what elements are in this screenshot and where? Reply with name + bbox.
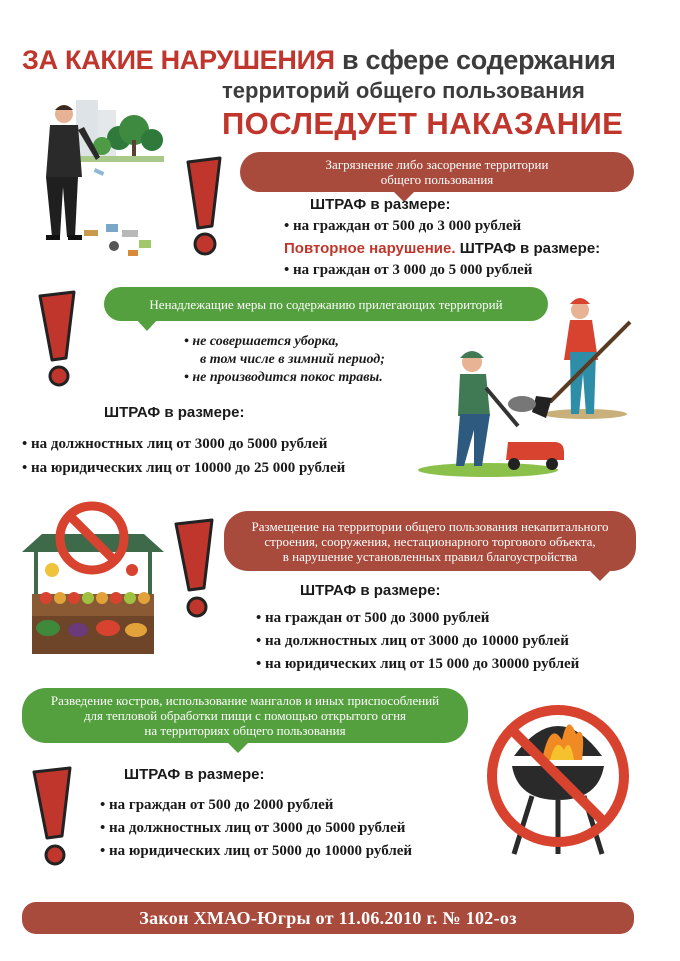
fine-item: • на юридических лиц от 10000 до 25 000 рублей (22, 460, 346, 476)
fine-item: • на граждан от 500 до 2000 рублей (100, 797, 334, 813)
prohibited-sign-icon (54, 500, 130, 576)
fine-item: • на граждан от 3 000 до 5 000 рублей (284, 262, 533, 278)
fine-label: ШТРАФ в размере: (124, 766, 265, 783)
exclamation-icon (178, 158, 230, 258)
violation-note: • не производится покос травы. (184, 370, 383, 385)
repeat-label-red: Повторное нарушение. (284, 240, 456, 257)
no-grill-illustration (484, 686, 632, 866)
banner-pointer (588, 569, 612, 581)
fine-item: • на должностных лиц от 3000 до 5000 рублей (22, 436, 328, 452)
fine-item: • на граждан от 500 до 3000 рублей (256, 610, 490, 626)
repeat-violation-label (284, 240, 600, 257)
banner-line: для тепловой обработки пищи с помощью открытого огня (83, 708, 407, 723)
banner-line: в нарушение установленных правил благоустройства (282, 548, 578, 564)
exclamation-icon (172, 520, 218, 620)
violation-banner-structures (224, 511, 636, 571)
law-reference: Закон ХМАО-Югры от 11.06.2010 г. № 102-оз (139, 907, 517, 928)
fine-item: • на граждан от 500 до 3 000 рублей (284, 218, 522, 234)
banner-line: на территориях общего пользования (144, 723, 346, 738)
banner-line: строения, сооружения, нестационарного торгового объекта, (264, 533, 596, 549)
banner-line: общего пользования (380, 172, 494, 187)
littering-man-illustration (24, 100, 169, 270)
fine-label: ШТРАФ в размере: (104, 404, 245, 421)
fine-label: ШТРАФ в размере: (310, 196, 451, 213)
violation-note: в том числе в зимний период; (200, 352, 385, 367)
banner-line: Разведение костров, использование мангалов и иных приспособлений (50, 693, 440, 708)
violation-banner-fires (22, 688, 468, 743)
banner-pointer (226, 741, 250, 753)
title-line-3: ПОСЛЕДУЕТ НАКАЗАНИЕ (222, 106, 624, 141)
fine-label: ШТРАФ в размере: (300, 582, 441, 599)
fine-item: • на юридических лиц от 5000 до 10000 рублей (100, 843, 413, 859)
violation-banner-pollution (240, 152, 634, 192)
exclamation-icon (30, 768, 76, 868)
banner-line: Размещение на территории общего пользования некапитального (251, 518, 609, 534)
title-red-part: ЗА КАКИЕ НАРУШЕНИЯ (22, 45, 335, 75)
violation-note: • не совершается уборка, (184, 334, 339, 349)
fine-item: • на должностных лиц от 3000 до 5000 рублей (100, 820, 406, 836)
page-title (22, 44, 642, 76)
banner-pointer (136, 319, 158, 331)
banner-line: Ненадлежащие меры по содержанию прилегающих территорий (149, 296, 503, 312)
exclamation-icon (36, 292, 80, 388)
title-line-2: территорий общего пользования (222, 78, 585, 103)
fine-item: • на юридических лиц от 15 000 до 30000 рублей (256, 656, 580, 672)
workers-mowing-illustration (410, 292, 640, 482)
title-dark-part: в сфере содержания (342, 45, 616, 75)
repeat-label-dark: ШТРАФ в размере: (459, 240, 601, 257)
banner-line: Загрязнение либо засорение территории (325, 157, 549, 172)
fine-item: • на должностных лиц от 3000 до 10000 рублей (256, 633, 569, 649)
law-reference-banner (22, 902, 634, 934)
